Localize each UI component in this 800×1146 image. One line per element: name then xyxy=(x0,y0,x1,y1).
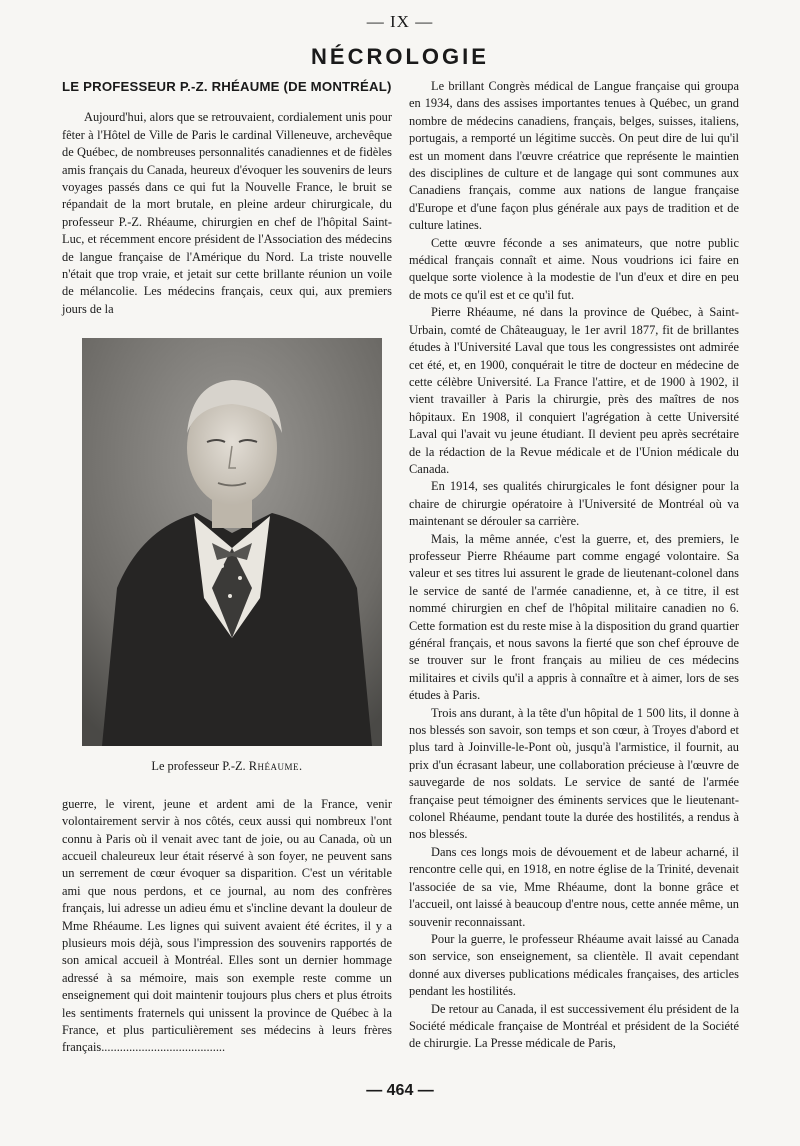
photo-caption-prefix: Le professeur P.-Z. xyxy=(151,759,246,774)
roman-page-number: — IX — xyxy=(366,12,434,31)
right-column xyxy=(409,78,739,1053)
right-paragraph-6: Trois ans durant, à la tête d'un hôpital de 1 500 lits, il donne à nos blessés son savoir, son temps et son cœur, à Troyes d'abord et plus tard à Joinville-le-Pont où, jusqu'à l'armistice, il fournit, au prix d'un écrasant labeur, une collaboration précieuse à l'œuvre de sauvegarde de nos soldats. Le service de santé de l'armée française peut témoigner des éminents services que le lieutenant-colonel Rhéaume, pendant toute la durée des hostilités, a rendus à nos blessés. xyxy=(409,705,739,842)
portrait-photo xyxy=(82,338,382,746)
left-paragraph-1: Aujourd'hui, alors que se retrouvaient, cordialement unis pour fêter à l'Hôtel de Ville de Paris le cardinal Villeneuve, archevêque de Québec, de nombreuses personnalités canadiennes et de fidèles amis français du Canada, heureux d'évoquer les souvenirs de leurs voyages passés dans ce qui fut la Nouvelle France, le bruit se répandait de la mort brutale, en pleine ardeur chirurgicale, du professeur P.-Z. Rhéaume, chirurgien en chef de l'hôpital Saint-Luc, et récemment encore président de l'Association des médecins de langue française de l'Amérique du Nord. La triste nouvelle n'était que trop vraie, et jetait sur cette brillante réunion un voile de mélancolie. Les médecins français, ceux qui, aux premiers jours de la xyxy=(62,110,392,316)
right-paragraph-2: Cette œuvre féconde a ses animateurs, que notre public médical français connaît et aime. Nous voudrions ici faire en quelque sorte violence à la modestie de l'un d'eux et dire en peu de mots ce qu'il est et ce qu'il fut. xyxy=(409,235,739,302)
photo-caption xyxy=(62,758,392,775)
right-paragraph-1: Le brillant Congrès médical de Langue française qui groupa en 1934, dans des assises importantes tenues à Québec, un grand nombre de médecins canadiens, français, belges, suisses, italiens, portugais, a remporté un légitime succès. On peut dire de lui qu'il est un moment dans l'œuvre créatrice que représente le maintien des disciplines de culture et de langage qui sont communes aux Canadiens français, comme aux nations de langue française d'Europe et d'une façon plus générale aux pays de tradition et de culture latines. xyxy=(409,79,739,233)
right-paragraph-4: En 1914, ses qualités chirurgicales le font désigner pour la chaire de chirurgie opératoire à l'Université de Montréal où va maintenant se dérouler sa carrière. xyxy=(409,479,739,529)
right-paragraph-7: Dans ces longs mois de dévouement et de labeur acharné, il rencontre celle qui, en 1918, en notre église de la Trinité, devenait l'associée de sa vie, Mme Rhéaume, dont la bonne grâce et l'accueil, ont laissé à beaucoup d'entre nous, cette année même, un souvenir reconnaissant. xyxy=(409,844,739,929)
article-headline: LE PROFESSEUR P.-Z. RHÉAUME (DE MONTRÉAL) xyxy=(62,79,392,94)
left-paragraph-2: guerre, le virent, jeune et ardent ami de la France, venir volontairement servir à nos côtés, ceux aussi qui nombreux l'ont connu à Paris où il venait avec tant de joie, ou au Canada, où un accueil chaleureux leur était réservé à son foyer, ne peuvent sans un serrement de cœur évoquer sa disparition. C'est un véritable ami que nous perdons, et ce journal, au nom des confrères français, lui adresse un adieu ému et s'incline devant la douleur de Mme Rhéaume. Les lignes qui suivent avaient été écrites, il y a plusieurs mois déjà, sous l'impression des souvenirs rapportés de son amical accueil à Montréal. Elles sont un dernier hommage adressé à sa mémoire, mais son exemple reste comme un enseignement qui doit maintenir toujours plus chers et plus étroits les sentiments fraternels qui unissent la province de Québec à la France, et plus particulièrement ses médecins à leurs frères français........................................ xyxy=(62,796,392,1055)
right-paragraph-3: Pierre Rhéaume, né dans la province de Québec, à Saint-Urbain, comté de Châteauguay, le 1er avril 1877, fit de brillantes études à l'Université Laval que tous les congressistes ont admirée cet été, et, en 1900, conquérait le titre de docteur en médecine de cette célèbre Université. La France l'attire, et de 1900 à 1902, il vient travailler à Paris la chirurgie, près des maîtres de nos hôpitaux. En 1908, il conquiert l'agrégation à cette Université Laval qui l'avait vu jeune étudiant. Il devient peu après secrétaire de la rédaction de la Revue médicale et de l'Union médicale du Canada. xyxy=(409,305,739,476)
photo-caption-name: Rhéaume. xyxy=(248,759,303,774)
right-paragraph-8: Pour la guerre, le professeur Rhéaume avait laissé au Canada son service, son enseignement, sa clientèle. Il avait cependant donné aux diverses publications médicales françaises, des articles pendant les hostilités. xyxy=(409,931,739,999)
right-paragraph-9: De retour au Canada, il est successivement élu président de la Société médicale française de Montréal et président de la Société de chirurgie. La Presse médicale de Paris, xyxy=(409,1001,739,1051)
section-title: NÉCROLOGIE xyxy=(311,44,489,69)
page-number: — 464 — xyxy=(366,1082,434,1099)
left-column xyxy=(62,78,392,1057)
portrait-figure xyxy=(62,338,392,775)
right-paragraph-5: Mais, la même année, c'est la guerre, et, des premiers, le professeur Pierre Rhéaume part comme engagé volontaire. Sa valeur et ses titres lui assurent le grade de lieutenant-colonel dans le service de santé de l'armée canadienne, et, à ce titre, il est nommé chirurgien en chef de l'hôpital militaire canadien no 6. Cette formation est du reste mise à la disposition du grand quartier général français, et nous savons la fierté que son chef éprouve de se trouver sur le front français au milieu de ces médecins militaires et civils qu'il a appris à connaître et à aimer, lors de ses études à Paris. xyxy=(409,531,739,703)
